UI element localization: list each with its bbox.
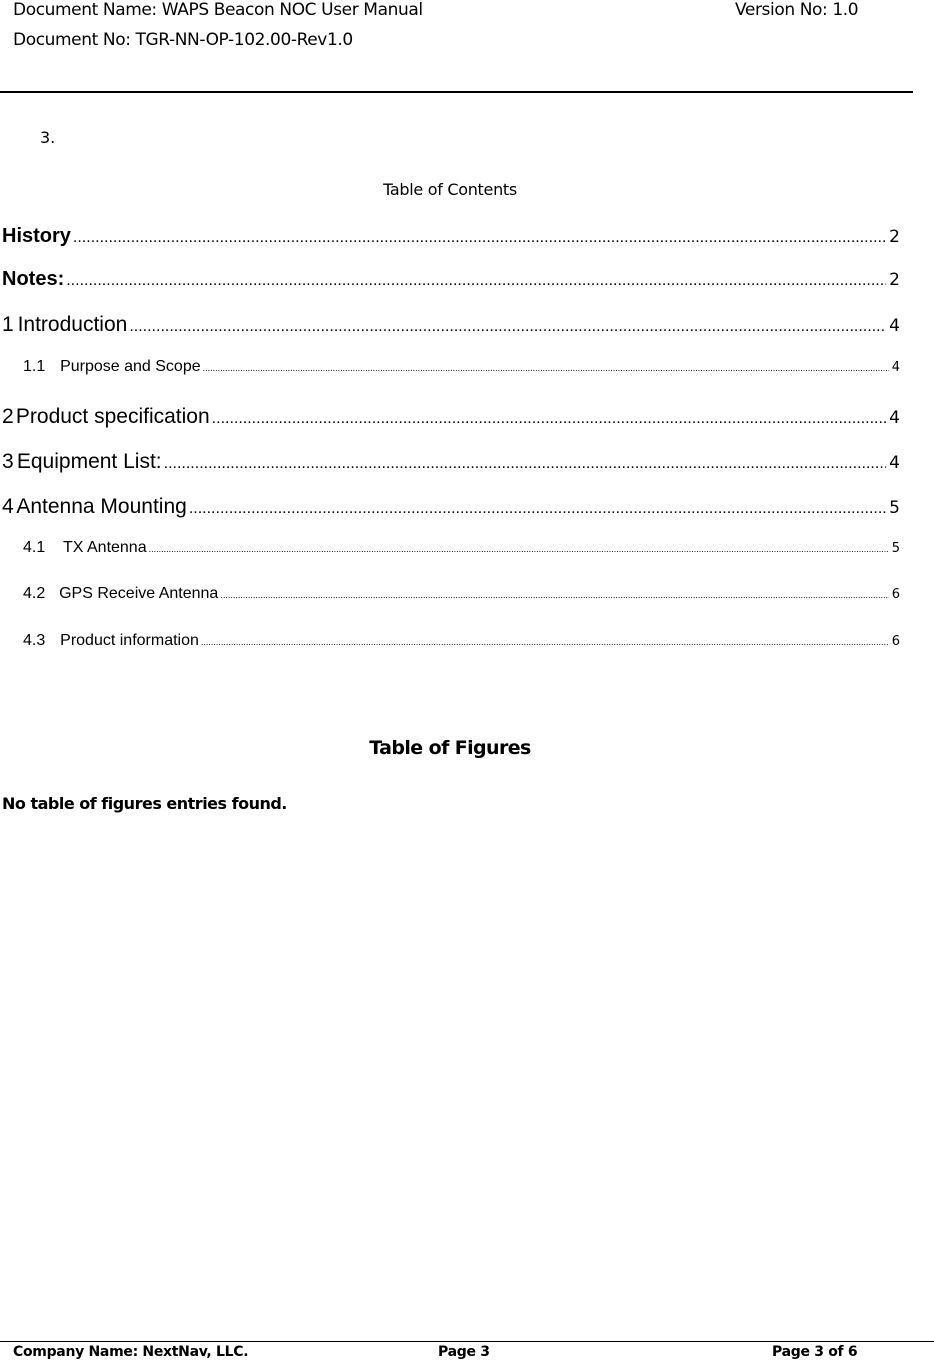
toc-entry-label: Product specification (15, 405, 210, 428)
footer-divider (0, 1341, 934, 1342)
toc-leader-dots (203, 363, 889, 373)
toc-entry-number: 1 (2, 313, 14, 336)
toc-entry-page: 2 (889, 227, 900, 247)
toc-entry-page: 4 (889, 453, 900, 473)
toc-entry-label: Product information (60, 632, 199, 649)
toc-leader-dots (129, 318, 886, 336)
section-number: 3. (40, 128, 56, 147)
toc-entry-tx-antenna[interactable] (23, 539, 900, 557)
toc-leader-dots (201, 637, 889, 647)
toc-entry-product-information[interactable] (23, 632, 900, 650)
toc-entry-gps-receive-antenna[interactable] (23, 585, 900, 603)
toc-entry-number: 4.1 (23, 539, 46, 556)
footer-page-of: Page 3 of 6 (772, 1344, 858, 1360)
toc-entry-label: Equipment List: (16, 450, 162, 473)
toc-entry-label: History (2, 225, 71, 247)
toc-entry-number: 2 (2, 405, 14, 428)
toc-leader-dots (73, 229, 886, 247)
footer-company-name: Company Name: NextNav, LLC. (13, 1344, 249, 1360)
toc-entry-page: 6 (891, 634, 900, 649)
footer-page: Page 3 (438, 1344, 490, 1360)
toc-leader-dots (189, 500, 886, 518)
version-number: Version No: 1.0 (735, 0, 859, 20)
toc-entry-page: 4 (889, 408, 900, 428)
figures-title: Table of Figures (369, 737, 531, 759)
toc-entry-page: 4 (891, 360, 900, 375)
toc-entry-equipment-list[interactable] (2, 450, 900, 474)
toc-entry-number: 4.3 (23, 632, 46, 649)
document-name: Document Name: WAPS Beacon NOC User Manual (13, 0, 423, 20)
toc-entry-notes[interactable] (2, 268, 900, 291)
figures-empty-message: No table of figures entries found. (2, 794, 287, 813)
toc-title: Table of Contents (383, 180, 517, 199)
header-divider (0, 91, 913, 93)
toc-leader-dots (164, 455, 887, 473)
toc-entry-label: GPS Receive Antenna (59, 585, 219, 602)
toc-entry-product-specification[interactable] (2, 405, 900, 429)
toc-entry-page: 2 (889, 270, 900, 290)
toc-entry-number: 3 (2, 450, 14, 473)
toc-entry-number: 4 (2, 495, 14, 518)
toc-entry-antenna-mounting[interactable] (2, 495, 900, 519)
toc-entry-page: 4 (889, 316, 900, 336)
toc-entry-label: Notes: (2, 268, 65, 290)
toc-entry-page: 5 (889, 498, 900, 518)
toc-leader-dots (212, 410, 887, 428)
toc-entry-history[interactable] (2, 225, 900, 248)
toc-entry-number: 4.2 (23, 585, 46, 602)
toc-entry-label: Introduction (17, 313, 128, 336)
toc-leader-dots (149, 544, 889, 554)
toc-entry-label: Antenna Mounting (16, 495, 187, 518)
document-number: Document No: TGR-NN-OP-102.00-Rev1.0 (13, 30, 353, 50)
toc-entry-introduction[interactable] (2, 313, 900, 337)
toc-entry-label: Purpose and Scope (60, 358, 201, 375)
toc-entry-page: 5 (891, 541, 900, 556)
toc-entry-purpose-and-scope[interactable] (23, 358, 900, 376)
toc-leader-dots (66, 272, 886, 290)
toc-entry-page: 6 (891, 587, 900, 602)
toc-leader-dots (220, 590, 888, 600)
toc-entry-number: 1.1 (23, 358, 46, 375)
toc-entry-label: TX Antenna (62, 539, 147, 556)
